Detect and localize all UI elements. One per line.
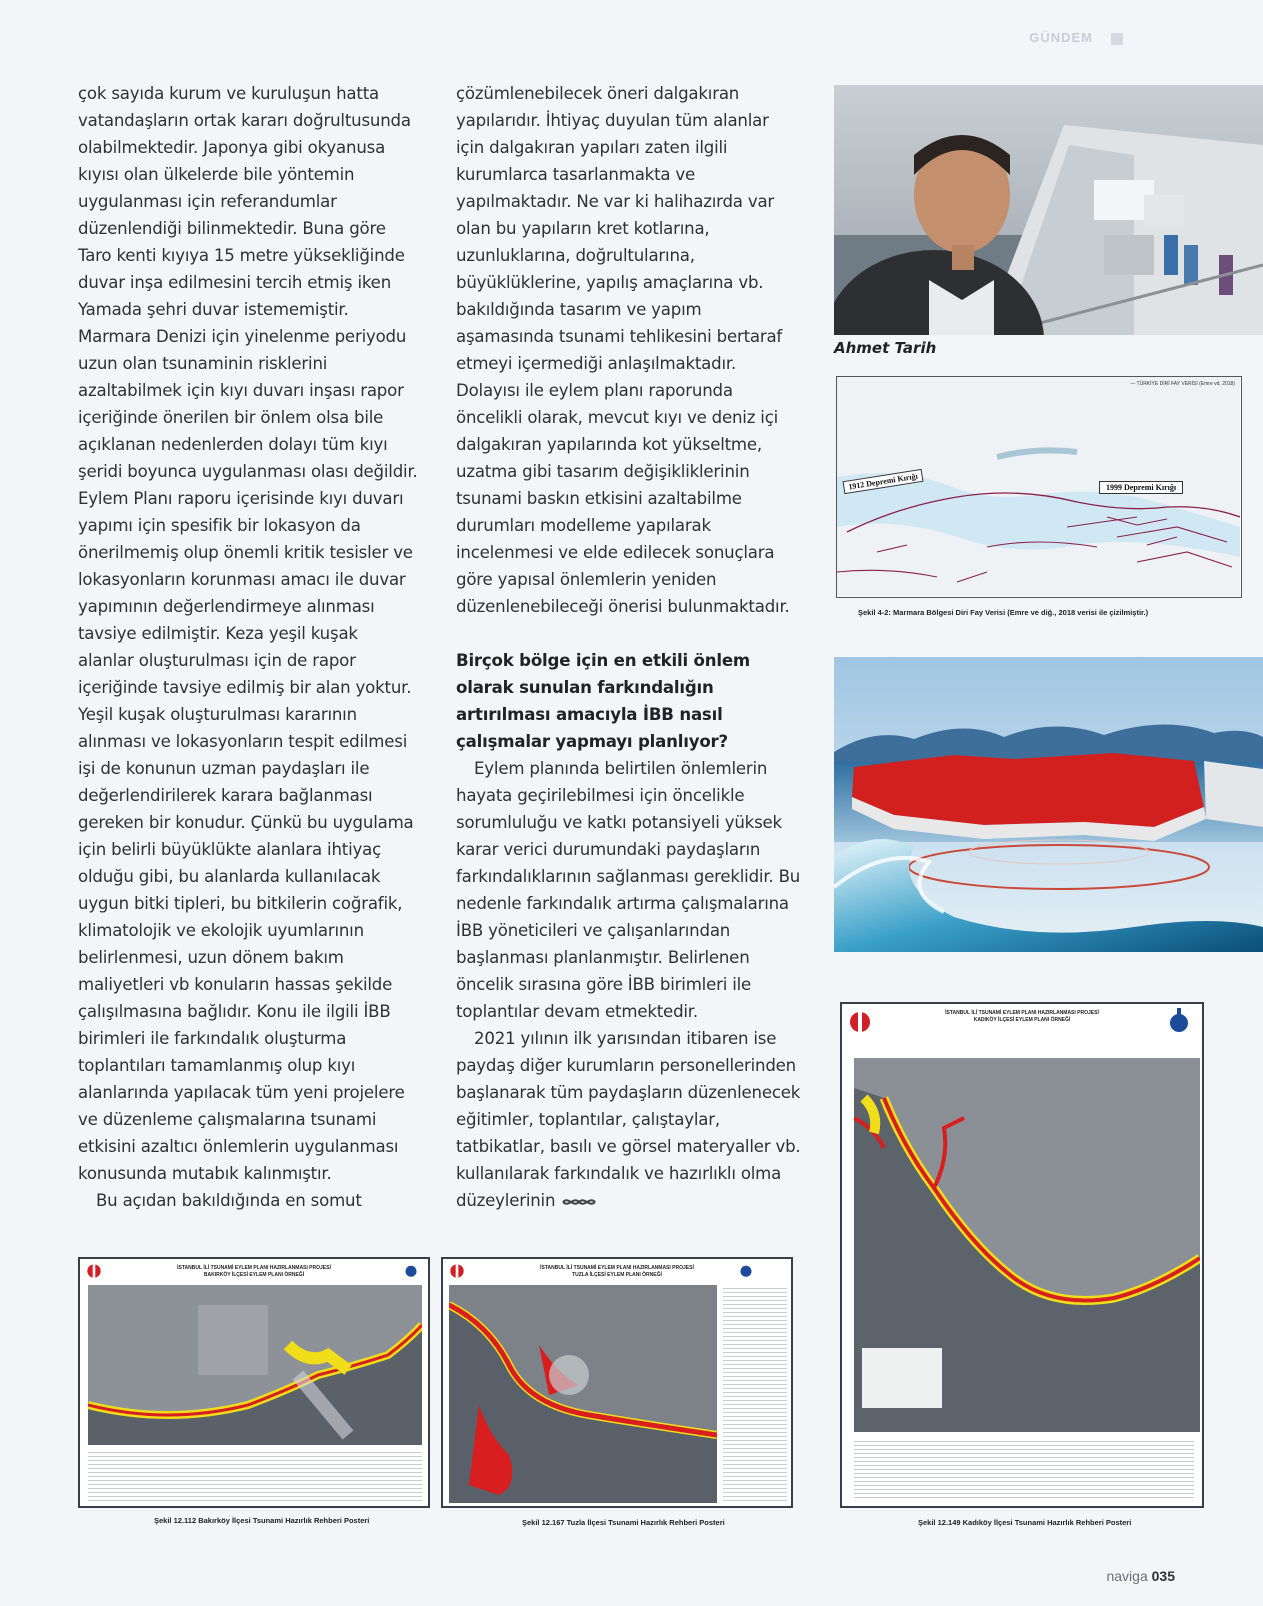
paragraph [456,1025,801,1214]
paragraph: Bu açıdan bakıldığında en somut [96,1191,362,1210]
afad-logo-icon [86,1263,102,1279]
poster-subtitle-text: BAKIRKÖY İLÇESİ EYLEM PLANI ÖRNEĞİ [203,1272,305,1278]
poster-text-block [854,1438,1194,1500]
ibb-logo-icon [739,1262,753,1278]
page-number: 035 [1151,1568,1175,1584]
fault-map-caption: Şekil 4-2: Marmara Bölgesi Diri Fay Verisi (Emre ve diğ., 2018 verisi ile çizilmiştir.) [858,608,1149,617]
ibb-logo-icon [1168,1008,1190,1034]
poster-title [80,1265,428,1279]
poster-title [842,1010,1202,1024]
poster-text-block [723,1285,787,1503]
section-label: GÜNDEM [1029,30,1093,45]
map-legend: — TÜRKİYE DİRİ FAY VERİSİ (Emre vd. 2018) [1130,381,1235,387]
tsunami-illustration [834,657,1263,952]
poster-title-text: İSTANBUL İLİ TSUNAMİ EYLEM PLANI HAZIRLANMASI PROJESİ [177,1265,331,1271]
afad-logo-icon [848,1010,872,1034]
poster-tuzla [441,1257,793,1508]
poster-subtitle-text: TUZLA İLÇESİ EYLEM PLANI ÖRNEĞİ [572,1272,662,1278]
poster-title-text: İSTANBUL İLİ TSUNAMİ EYLEM PLANI HAZIRLANMASI PROJESİ [945,1010,1099,1016]
ibb-logo-icon [404,1262,418,1278]
fault-map-figure [836,376,1242,598]
afad-logo-icon [449,1263,465,1279]
poster-map [854,1058,1200,1432]
footer-brand: naviga [1106,1568,1148,1584]
poster-kadikoy [840,1002,1204,1508]
poster-title-text: İSTANBUL İLİ TSUNAMİ EYLEM PLANI HAZIRLANMASI PROJESİ [540,1265,694,1271]
question-heading: Birçok bölge için en etkili önlem olarak sunulan farkındalığın artırılması amacıyla İBB nasıl çalışmalar yapmayı planlıyor? [456,651,750,751]
label-1912-fault: 1912 Depremi Kırığı [842,469,923,494]
paragraph-text: 2021 yılının ilk yarısından itibaren ise paydaş diğer kurumların personellerinden başlanarak tüm paydaşların düzenlenecek eğitimler, toplantılar, çalıştaylar, tatbikatlar, basılı ve görsel materyaller vb. kullanılarak farkındalık ve hazırlıklı olma düzeylerinin [456,1029,801,1210]
photo-caption: Ahmet Tarih [834,339,937,357]
page-footer [1106,1568,1175,1584]
paragraph: çözümlenebilecek öneri dalgakıran yapılarıdır. İhtiyaç duyulan tüm alanlar için dalgakıran yapıları zaten ilgili kurumlarca tasarlanmakta ve yapılmaktadır. Ne var ki halihazırda var olan bu yapıların kret kotlarına, uzunluklarına, doğrultularına, büyüklüklerine, yapılış amaçlarına vb. bakıldığında tasarım ve yapım aşamasında tsunami tehlikesini bertaraf etmeyi içermediği anlaşılmaktadır. Dolayısı ile eylem planı raporunda öncelikli olarak, mevcut kıyı ve deniz içi dalgakıran yapılarında kot yükseltme, uzatma gibi tasarım değişikliklerinin tsunami baskın etkisini azaltabilme durumları modelleme yapılarak incelenmesi ve elde edilecek sonuçlara göre yapısal önlemlerin yeniden düzenlenebileceği önerisi bulunmaktadır. [456,84,790,616]
poster-caption: Şekil 12.167 Tuzla İlçesi Tsunami Hazırlık Rehberi Posteri [522,1518,725,1527]
poster-subtitle-text: KADIKÖY İLÇESİ EYLEM PLANI ÖRNEĞİ [973,1017,1071,1023]
text-column-2 [456,80,801,1214]
poster-map [88,1285,422,1445]
end-mark-knot-icon [561,1195,597,1209]
poster-bakirkoy [78,1257,430,1508]
section-marker [1111,33,1123,45]
paragraph: çok sayıda kurum ve kuruluşun hatta vatandaşların ortak kararı doğrultusunda olabilmektedir. Japonya gibi okyanusa kıyısı olan ülkelerde bile yöntemin uygulanması için referandumlar düzenlendiği bilinmektedir. Buna göre Taro kenti kıyıya 15 metre yüksekliğinde duvar inşa edilmesini tercih etmiş iken Yamada şehri duvar istememiştir. Marmara Denizi için yinelenme periyodu uzun olan tsunaminin risklerini azaltabilmek için kıyı duvarı inşası rapor içeriğinde önerilen bir önlem olsa bile açıklanan nedenlerden dolayı tüm kıyı şeridi boyunca uygulanması olası değildir. Eylem Planı raporu içerisinde kıyı duvarı yapımı için spesifik bir lokasyon da önerilmemiş olup önemli kritik tesisler ve lokasyonların korunması amacı ile duvar yapımının değerlendirmeye alınması tavsiye edilmiştir. Keza yeşil kuşak alanlar oluşturulması için de rapor içeriğinde tavsiye edilmiş bir alan yoktur. Yeşil kuşak oluşturulması kararının alınması ve lokasyonların tespit edilmesi işi de konunun uzman paydaşları ile değerlendirilerek karara bağlanması gereken bir konudur. Çünkü bu uygulama için belirli büyüklükte alanlara ihtiyaç olduğu gibi, bu alanlarda kullanılacak uygun bitki tipleri, bu bitkilerin coğrafik, klimatolojik ve ekolojik uyumlarının belirlenmesi, uzun dönem bakım maliyetleri vb konuların hassas şekilde çalışılmasına bağlıdır. Konu ile ilgili İBB birimleri ile farkındalık oluşturma toplantıları tamamlanmış olup kıyı alanlarında yapılacak tüm yeni projelere ve düzenleme çalışmalarına tsunami etkisini azaltıcı önlemlerin uygulanması konusunda mutabık kalınmıştır. [78,84,418,1183]
paragraph: Eylem planında belirtilen önlemlerin hayata geçirilebilmesi için öncelikle sorumluluğu ve katkı potansiyeli yüksek karar verici durumundaki paydaşların farkındalıklarının sağlanması gereklidir. Bu nedenle farkındalık artırma çalışmalarına İBB yöneticileri ve çalışanlarından başlanması planlanmıştır. Belirlenen öncelik sırasına göre İBB birimleri ile toplantılar devam etmektedir. [456,759,801,1021]
poster-caption: Şekil 12.112 Bakırköy İlçesi Tsunami Hazırlık Rehberi Posteri [154,1516,370,1525]
poster-map [449,1285,717,1503]
portrait-photo [834,85,1263,335]
poster-caption: Şekil 12.149 Kadıköy İlçesi Tsunami Hazırlık Rehberi Posteri [918,1518,1132,1527]
text-column-1 [78,80,418,1214]
poster-text-block [88,1449,422,1503]
label-1999-fault: 1999 Depremi Kırığı [1099,481,1183,494]
